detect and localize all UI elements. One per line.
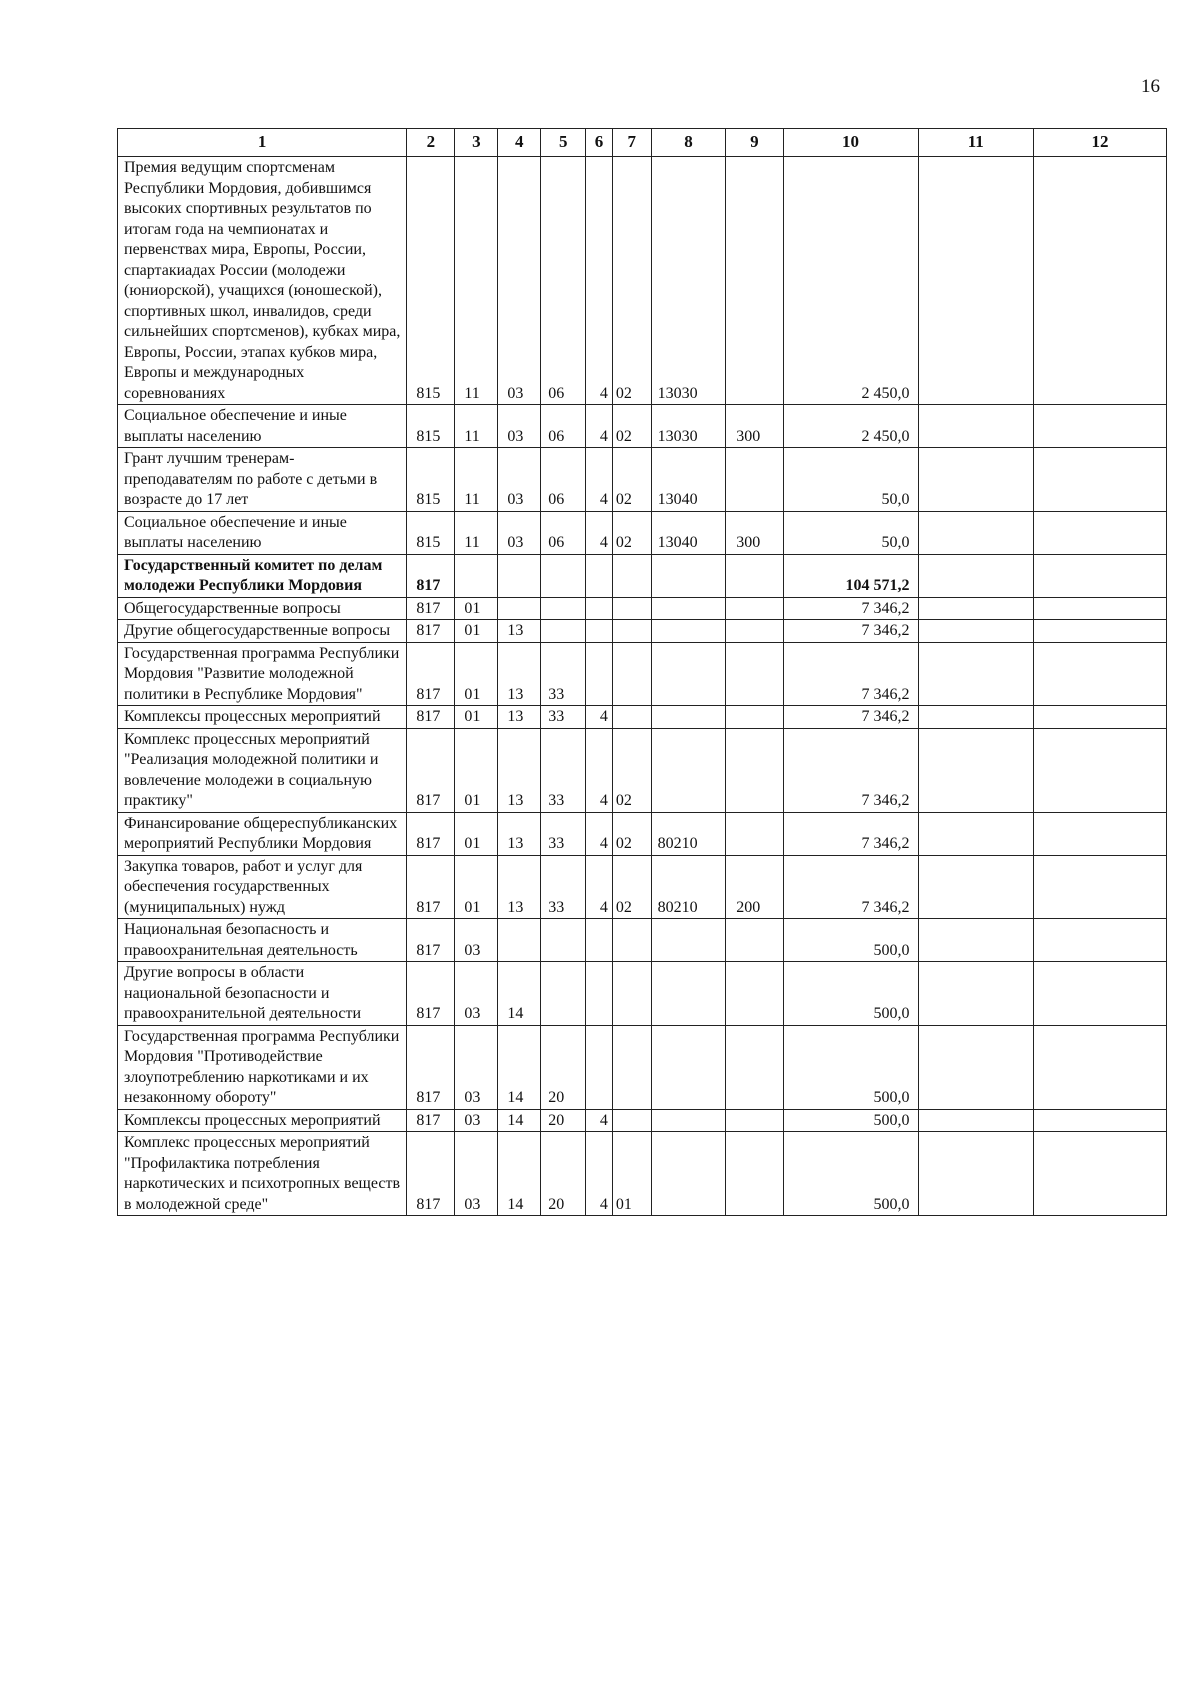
- page-number: 16: [1141, 76, 1160, 97]
- section-cell: 01: [455, 706, 498, 729]
- direction-cell: [651, 642, 726, 706]
- subprogram-cell: [586, 620, 613, 643]
- ministry-code-cell: 817: [407, 919, 455, 962]
- amount-cell: 500,0: [783, 1025, 918, 1109]
- event-cell: 02: [612, 448, 651, 512]
- expense-type-cell: [726, 642, 783, 706]
- direction-cell: 80210: [651, 855, 726, 919]
- subsection-cell: 13: [498, 706, 541, 729]
- direction-cell: [651, 554, 726, 597]
- direction-cell: 80210: [651, 812, 726, 855]
- table-row: [118, 728, 1167, 812]
- extra-cell-12: [1034, 919, 1167, 962]
- column-header-12: 12: [1034, 129, 1167, 157]
- expense-type-cell: [726, 706, 783, 729]
- extra-cell-11: [918, 554, 1034, 597]
- table-body: [118, 157, 1167, 1216]
- event-cell: [612, 919, 651, 962]
- table-row: [118, 706, 1167, 729]
- ministry-code-cell: 817: [407, 1025, 455, 1109]
- direction-cell: [651, 1132, 726, 1216]
- extra-cell-11: [918, 1109, 1034, 1132]
- section-cell: 01: [455, 855, 498, 919]
- event-cell: 02: [612, 511, 651, 554]
- amount-cell: 7 346,2: [783, 855, 918, 919]
- table-row: [118, 157, 1167, 405]
- subsection-cell: 14: [498, 962, 541, 1026]
- table-row: [118, 919, 1167, 962]
- extra-cell-12: [1034, 554, 1167, 597]
- amount-cell: 7 346,2: [783, 706, 918, 729]
- extra-cell-12: [1034, 511, 1167, 554]
- event-cell: [612, 962, 651, 1026]
- table-row: [118, 511, 1167, 554]
- ministry-code-cell: 817: [407, 1132, 455, 1216]
- subsection-cell: 13: [498, 812, 541, 855]
- subsection-cell: 13: [498, 620, 541, 643]
- direction-cell: [651, 706, 726, 729]
- extra-cell-12: [1034, 448, 1167, 512]
- direction-cell: [651, 919, 726, 962]
- program-cell: [541, 919, 586, 962]
- event-cell: [612, 597, 651, 620]
- direction-cell: 13030: [651, 405, 726, 448]
- extra-cell-12: [1034, 962, 1167, 1026]
- amount-cell: 500,0: [783, 1109, 918, 1132]
- row-name-cell: Комплексы процессных мероприятий: [118, 706, 407, 729]
- direction-cell: [651, 728, 726, 812]
- expense-type-cell: [726, 554, 783, 597]
- extra-cell-12: [1034, 706, 1167, 729]
- extra-cell-11: [918, 157, 1034, 405]
- subprogram-cell: 4: [586, 1109, 613, 1132]
- row-name-cell: Государственный комитет по делам молодежи Республики Мордовия: [118, 554, 407, 597]
- extra-cell-11: [918, 706, 1034, 729]
- event-cell: 01: [612, 1132, 651, 1216]
- subsection-cell: 03: [498, 157, 541, 405]
- program-cell: [541, 620, 586, 643]
- program-cell: 33: [541, 728, 586, 812]
- direction-cell: [651, 1025, 726, 1109]
- extra-cell-12: [1034, 1025, 1167, 1109]
- subsection-cell: 03: [498, 511, 541, 554]
- program-cell: [541, 962, 586, 1026]
- section-cell: 11: [455, 448, 498, 512]
- column-header-5: 5: [541, 129, 586, 157]
- subprogram-cell: 4: [586, 157, 613, 405]
- extra-cell-11: [918, 1025, 1034, 1109]
- subprogram-cell: 4: [586, 1132, 613, 1216]
- extra-cell-12: [1034, 855, 1167, 919]
- row-name-cell: Социальное обеспечение и иные выплаты населению: [118, 405, 407, 448]
- ministry-code-cell: 815: [407, 405, 455, 448]
- direction-cell: 13030: [651, 157, 726, 405]
- section-cell: 01: [455, 597, 498, 620]
- expense-type-cell: [726, 919, 783, 962]
- amount-cell: 7 346,2: [783, 642, 918, 706]
- subprogram-cell: 4: [586, 405, 613, 448]
- table-row: [118, 597, 1167, 620]
- extra-cell-11: [918, 962, 1034, 1026]
- amount-cell: 2 450,0: [783, 405, 918, 448]
- program-cell: 20: [541, 1109, 586, 1132]
- ministry-code-cell: 817: [407, 1109, 455, 1132]
- table-row: [118, 855, 1167, 919]
- row-name-cell: Финансирование общереспубликанских мероприятий Республики Мордовия: [118, 812, 407, 855]
- table-row: [118, 1132, 1167, 1216]
- ministry-code-cell: 817: [407, 706, 455, 729]
- extra-cell-12: [1034, 597, 1167, 620]
- subsection-cell: [498, 597, 541, 620]
- row-name-cell: Грант лучшим тренерам-преподавателям по работе с детьми в возрасте до 17 лет: [118, 448, 407, 512]
- event-cell: [612, 1025, 651, 1109]
- amount-cell: 500,0: [783, 962, 918, 1026]
- event-cell: [612, 706, 651, 729]
- program-cell: [541, 597, 586, 620]
- expense-type-cell: [726, 157, 783, 405]
- row-name-cell: Социальное обеспечение и иные выплаты населению: [118, 511, 407, 554]
- event-cell: 02: [612, 405, 651, 448]
- subsection-cell: 03: [498, 405, 541, 448]
- subsection-cell: 03: [498, 448, 541, 512]
- table-row: [118, 642, 1167, 706]
- amount-cell: 500,0: [783, 1132, 918, 1216]
- direction-cell: [651, 1109, 726, 1132]
- ministry-code-cell: 815: [407, 511, 455, 554]
- amount-cell: 50,0: [783, 448, 918, 512]
- subprogram-cell: 4: [586, 728, 613, 812]
- table-row: [118, 554, 1167, 597]
- section-cell: 01: [455, 642, 498, 706]
- ministry-code-cell: 817: [407, 812, 455, 855]
- amount-cell: 7 346,2: [783, 620, 918, 643]
- extra-cell-11: [918, 812, 1034, 855]
- extra-cell-12: [1034, 1109, 1167, 1132]
- column-header-10: 10: [783, 129, 918, 157]
- extra-cell-11: [918, 511, 1034, 554]
- ministry-code-cell: 815: [407, 448, 455, 512]
- section-cell: 03: [455, 1132, 498, 1216]
- program-cell: 33: [541, 855, 586, 919]
- subsection-cell: 13: [498, 728, 541, 812]
- subprogram-cell: 4: [586, 511, 613, 554]
- subprogram-cell: [586, 642, 613, 706]
- budget-table: [117, 128, 1167, 1216]
- section-cell: 11: [455, 157, 498, 405]
- subprogram-cell: [586, 962, 613, 1026]
- ministry-code-cell: 815: [407, 157, 455, 405]
- program-cell: 33: [541, 642, 586, 706]
- subsection-cell: [498, 919, 541, 962]
- event-cell: 02: [612, 157, 651, 405]
- program-cell: [541, 554, 586, 597]
- extra-cell-12: [1034, 620, 1167, 643]
- extra-cell-11: [918, 448, 1034, 512]
- subprogram-cell: [586, 919, 613, 962]
- subprogram-cell: 4: [586, 706, 613, 729]
- amount-cell: 50,0: [783, 511, 918, 554]
- ministry-code-cell: 817: [407, 642, 455, 706]
- extra-cell-12: [1034, 728, 1167, 812]
- section-cell: 01: [455, 812, 498, 855]
- section-cell: 11: [455, 405, 498, 448]
- section-cell: 03: [455, 919, 498, 962]
- expense-type-cell: [726, 597, 783, 620]
- expense-type-cell: [726, 728, 783, 812]
- event-cell: [612, 642, 651, 706]
- section-cell: 03: [455, 962, 498, 1026]
- direction-cell: 13040: [651, 511, 726, 554]
- event-cell: 02: [612, 728, 651, 812]
- amount-cell: 7 346,2: [783, 812, 918, 855]
- program-cell: 06: [541, 157, 586, 405]
- table-row: [118, 620, 1167, 643]
- direction-cell: [651, 620, 726, 643]
- header-row: [118, 129, 1167, 157]
- amount-cell: 7 346,2: [783, 728, 918, 812]
- row-name-cell: Общегосударственные вопросы: [118, 597, 407, 620]
- column-header-1: 1: [118, 129, 407, 157]
- extra-cell-11: [918, 597, 1034, 620]
- amount-cell: 7 346,2: [783, 597, 918, 620]
- column-header-6: 6: [586, 129, 613, 157]
- row-name-cell: Комплекс процессных мероприятий "Профилактика потребления наркотических и психотропных веществ в молодежной среде": [118, 1132, 407, 1216]
- program-cell: 33: [541, 812, 586, 855]
- table-row: [118, 448, 1167, 512]
- expense-type-cell: 200: [726, 855, 783, 919]
- row-name-cell: Премия ведущим спортсменам Республики Мордовия, добившимся высоких спортивных результатов по итогам года на чемпионатах и первенствах мира, Европы, России, спартакиадах России (молодежи (юниорской), учащихся (юношеской), спортивных школ, инвалидов, среди сильнейших спортсменов), кубках мира, Европы, России, этапах кубков мира, Европы и международных соревнованиях: [118, 157, 407, 405]
- subprogram-cell: 4: [586, 855, 613, 919]
- expense-type-cell: [726, 448, 783, 512]
- table-row: [118, 405, 1167, 448]
- expense-type-cell: [726, 620, 783, 643]
- subsection-cell: 14: [498, 1109, 541, 1132]
- program-cell: 06: [541, 448, 586, 512]
- table-row: [118, 1109, 1167, 1132]
- amount-cell: 104 571,2: [783, 554, 918, 597]
- column-header-8: 8: [651, 129, 726, 157]
- extra-cell-11: [918, 728, 1034, 812]
- extra-cell-12: [1034, 1132, 1167, 1216]
- table-row: [118, 962, 1167, 1026]
- event-cell: [612, 1109, 651, 1132]
- extra-cell-12: [1034, 812, 1167, 855]
- direction-cell: [651, 597, 726, 620]
- extra-cell-11: [918, 620, 1034, 643]
- program-cell: 20: [541, 1025, 586, 1109]
- amount-cell: 2 450,0: [783, 157, 918, 405]
- ministry-code-cell: 817: [407, 597, 455, 620]
- column-header-4: 4: [498, 129, 541, 157]
- subprogram-cell: 4: [586, 812, 613, 855]
- event-cell: [612, 554, 651, 597]
- expense-type-cell: [726, 1025, 783, 1109]
- row-name-cell: Национальная безопасность и правоохранительная деятельность: [118, 919, 407, 962]
- ministry-code-cell: 817: [407, 554, 455, 597]
- column-header-3: 3: [455, 129, 498, 157]
- section-cell: 01: [455, 620, 498, 643]
- program-cell: 06: [541, 511, 586, 554]
- row-name-cell: Комплекс процессных мероприятий "Реализация молодежной политики и вовлечение молодежи в социальную практику": [118, 728, 407, 812]
- subsection-cell: [498, 554, 541, 597]
- section-cell: 03: [455, 1025, 498, 1109]
- program-cell: 20: [541, 1132, 586, 1216]
- subsection-cell: 13: [498, 855, 541, 919]
- column-header-9: 9: [726, 129, 783, 157]
- row-name-cell: Государственная программа Республики Мордовия "Противодействие злоупотреблению наркотиками и их незаконному обороту": [118, 1025, 407, 1109]
- subprogram-cell: [586, 1025, 613, 1109]
- program-cell: 33: [541, 706, 586, 729]
- column-header-2: 2: [407, 129, 455, 157]
- expense-type-cell: 300: [726, 405, 783, 448]
- extra-cell-12: [1034, 642, 1167, 706]
- program-cell: 06: [541, 405, 586, 448]
- ministry-code-cell: 817: [407, 728, 455, 812]
- direction-cell: 13040: [651, 448, 726, 512]
- amount-cell: 500,0: [783, 919, 918, 962]
- table-row: [118, 812, 1167, 855]
- subsection-cell: 14: [498, 1132, 541, 1216]
- row-name-cell: Комплексы процессных мероприятий: [118, 1109, 407, 1132]
- extra-cell-12: [1034, 157, 1167, 405]
- event-cell: [612, 620, 651, 643]
- section-cell: 03: [455, 1109, 498, 1132]
- extra-cell-11: [918, 919, 1034, 962]
- event-cell: 02: [612, 855, 651, 919]
- row-name-cell: Закупка товаров, работ и услуг для обеспечения государственных (муниципальных) нужд: [118, 855, 407, 919]
- row-name-cell: Другие вопросы в области национальной безопасности и правоохранительной деятельности: [118, 962, 407, 1026]
- subsection-cell: 13: [498, 642, 541, 706]
- expense-type-cell: [726, 1132, 783, 1216]
- section-cell: [455, 554, 498, 597]
- ministry-code-cell: 817: [407, 855, 455, 919]
- section-cell: 11: [455, 511, 498, 554]
- extra-cell-11: [918, 1132, 1034, 1216]
- row-name-cell: Государственная программа Республики Мордовия "Развитие молодежной политики в Республике Мордовия": [118, 642, 407, 706]
- subprogram-cell: 4: [586, 448, 613, 512]
- table-row: [118, 1025, 1167, 1109]
- ministry-code-cell: 817: [407, 620, 455, 643]
- expense-type-cell: [726, 962, 783, 1026]
- extra-cell-12: [1034, 405, 1167, 448]
- ministry-code-cell: 817: [407, 962, 455, 1026]
- subsection-cell: 14: [498, 1025, 541, 1109]
- event-cell: 02: [612, 812, 651, 855]
- extra-cell-11: [918, 855, 1034, 919]
- subprogram-cell: [586, 554, 613, 597]
- row-name-cell: Другие общегосударственные вопросы: [118, 620, 407, 643]
- extra-cell-11: [918, 405, 1034, 448]
- subprogram-cell: [586, 597, 613, 620]
- expense-type-cell: 300: [726, 511, 783, 554]
- expense-type-cell: [726, 1109, 783, 1132]
- section-cell: 01: [455, 728, 498, 812]
- extra-cell-11: [918, 642, 1034, 706]
- expense-type-cell: [726, 812, 783, 855]
- direction-cell: [651, 962, 726, 1026]
- column-header-11: 11: [918, 129, 1034, 157]
- column-header-7: 7: [612, 129, 651, 157]
